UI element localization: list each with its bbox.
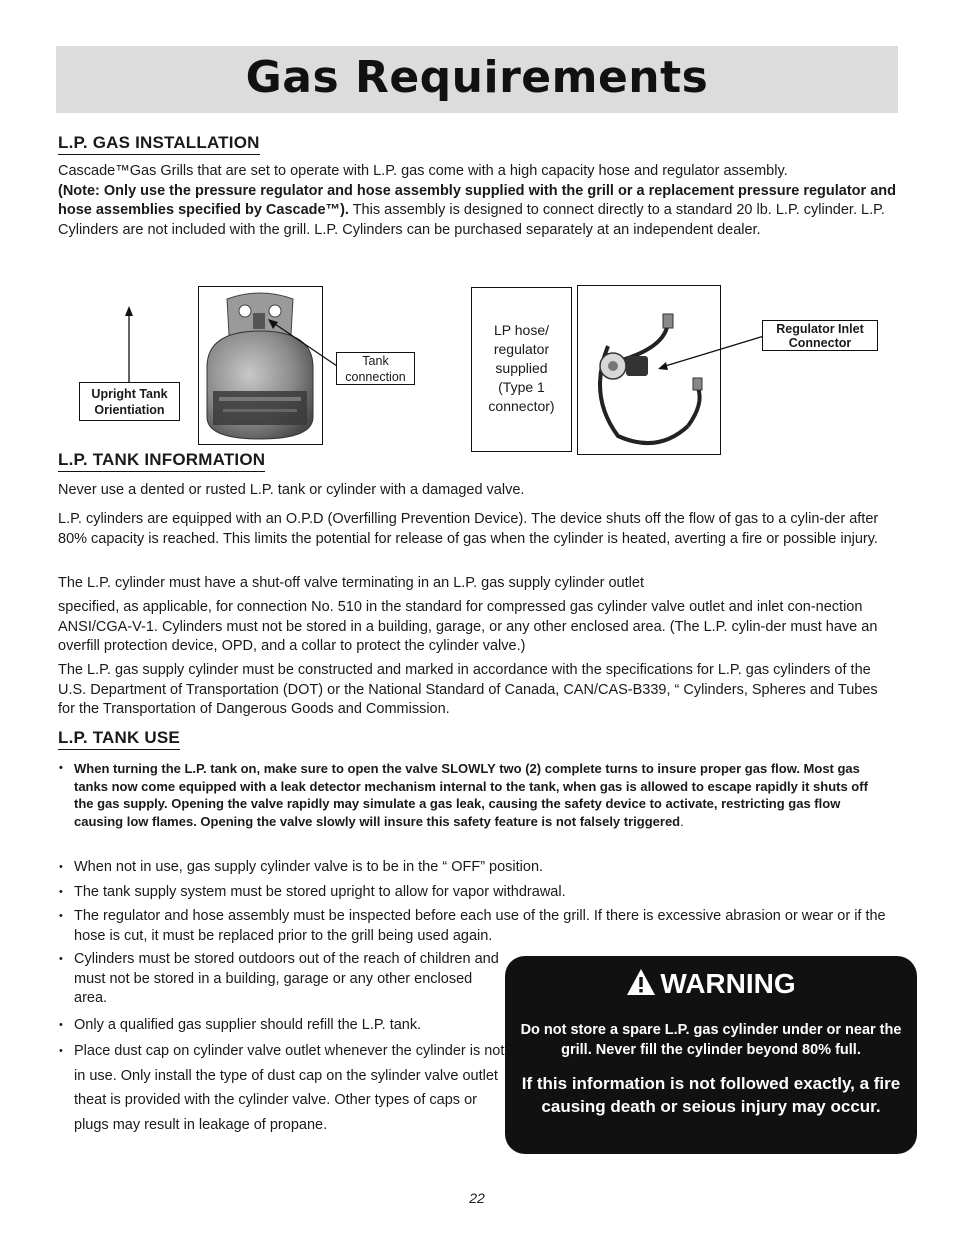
- tank-connection-label: Tank connection: [336, 352, 415, 385]
- page-number: 22: [469, 1190, 485, 1206]
- heading-gas-installation: L.P. GAS INSTALLATION: [58, 133, 260, 155]
- warning-title-row: [505, 968, 917, 1000]
- heading-tank-use: L.P. TANK USE: [58, 728, 180, 750]
- tank-pointer-arrow-icon: [266, 318, 338, 368]
- lp-hose-label: LP hose/ regulator supplied (Type 1 connector): [471, 287, 572, 452]
- tank-info-p1: Never use a dented or rusted L.P. tank or cylinder with a damaged valve.: [58, 482, 525, 498]
- warning-triangle-icon: [626, 968, 656, 996]
- page-title: Gas Requirements: [245, 52, 709, 103]
- list-item: • The regulator and hose assembly must be inspected before each use of the grill. If there is excessive abrasion or wear or if the hose is cut, it must be replaced prior to the grill being used again.: [57, 907, 887, 946]
- up-arrow-icon: [120, 306, 140, 386]
- warning-box: [505, 956, 917, 1154]
- list-item: • Cylinders must be stored outdoors out of the reach of children and must not be stored in a building, garage or any other enclosed area.: [57, 950, 507, 1009]
- tank-info-p2: L.P. cylinders are equipped with an O.P.D (Overfilling Prevention Device). The device shuts off the flow of gas to a cylin-der after 80% capacity is reached. This limits the potential for release of gas when the cylinder is heated, averting a fire or possible injury.: [58, 511, 879, 547]
- tank-info-p3: The L.P. cylinder must have a shut-off valve terminating in an L.P. gas supply cylinder outlet: [58, 575, 644, 591]
- regulator-inlet-label: Regulator Inlet Connector: [762, 320, 878, 351]
- list-item: • Place dust cap on cylinder valve outlet whenever the cylinder is not in use. Only install the type of dust cap on the sylinder valve outlet theat is provided with the cylinder valve. Other types of caps or plugs may result in leakage of propane.: [57, 1039, 507, 1137]
- bold-bullet-text: When turning the L.P. tank on, make sure to open the valve SLOWLY two (2) complete turns to insure proper gas flow. Most gas tanks now come equipped with a leak detector mechanism internal to the tank, when gas is allowed to escape rapidly it shuts off the gas supply. Opening the valve rapidly may simulate a gas leak, causing the safety device to activate, restricting gas flow causing low flames. Opening the valve slowly will insure this safety feature is not falsely triggered: [74, 761, 868, 829]
- tank-info-p4: specified, as applicable, for connection No. 510 in the standard for compressed gas cylinder valve outlet and inlet con-nection ANSI/CGA-V-1. Cylinders must not be stored in a building, garage, or any other enclosed area. (The L.P. cylin-der must have an overfill protection device, OPD, and a collar to protect the cylinder valve.): [58, 599, 878, 654]
- list-item: • Only a qualified gas supplier should refill the L.P. tank.: [57, 1016, 507, 1036]
- tank-use-list-narrow: [57, 950, 507, 1137]
- upright-tank-label: Upright Tank Orientiation: [79, 382, 180, 421]
- tank-use-list: [57, 858, 887, 946]
- installation-note-rest: This assembly is designed to connect directly to a standard 20 lb. L.P. cylinder. L.P. Cylinders are not included with the grill. L.P. Cylinders can be purchased separately at an independent dealer.: [58, 202, 885, 238]
- warning-text-danger: If this information is not followed exactly, a fire causing death or seious injury may occur.: [521, 1074, 901, 1116]
- warning-text-storage: Do not store a spare L.P. gas cylinder under or near the grill. Never fill the cylinder beyond 80% full.: [520, 1022, 902, 1058]
- tank-use-bold-list: [57, 760, 887, 830]
- list-item: • When not in use, gas supply cylinder valve is to be in the “ OFF” position.: [57, 858, 887, 878]
- regulator-pointer-arrow-icon: [656, 334, 766, 374]
- heading-tank-information: L.P. TANK INFORMATION: [58, 450, 265, 472]
- bold-bullet-end: .: [680, 813, 684, 829]
- title-bar: [56, 46, 898, 113]
- installation-note: (Note: Only use the pressure regulator and hose assembly supplied with the grill or a replacement pressure regulator and hose assemblies specified by Cascade™).: [58, 182, 896, 218]
- installation-intro: Cascade™Gas Grills that are set to operate with L.P. gas come with a high capacity hose and regulator assembly.: [58, 163, 788, 179]
- list-item: [57, 760, 887, 830]
- warning-title: WARNING: [660, 968, 796, 999]
- tank-info-p5: The L.P. gas supply cylinder must be constructed and marked in accordance with the specifications for L.P. gas cylinders of the U.S. Department of Transportation (DOT) or the National Standard of Canada, CAN/CAS-B339, “ Cylinders, Spheres and Tubes for the Transportation of Dangerous Goods and Commission.: [58, 662, 878, 717]
- installation-paragraph: [58, 162, 898, 240]
- list-item: • The tank supply system must be stored upright to allow for vapor withdrawal.: [57, 883, 887, 903]
